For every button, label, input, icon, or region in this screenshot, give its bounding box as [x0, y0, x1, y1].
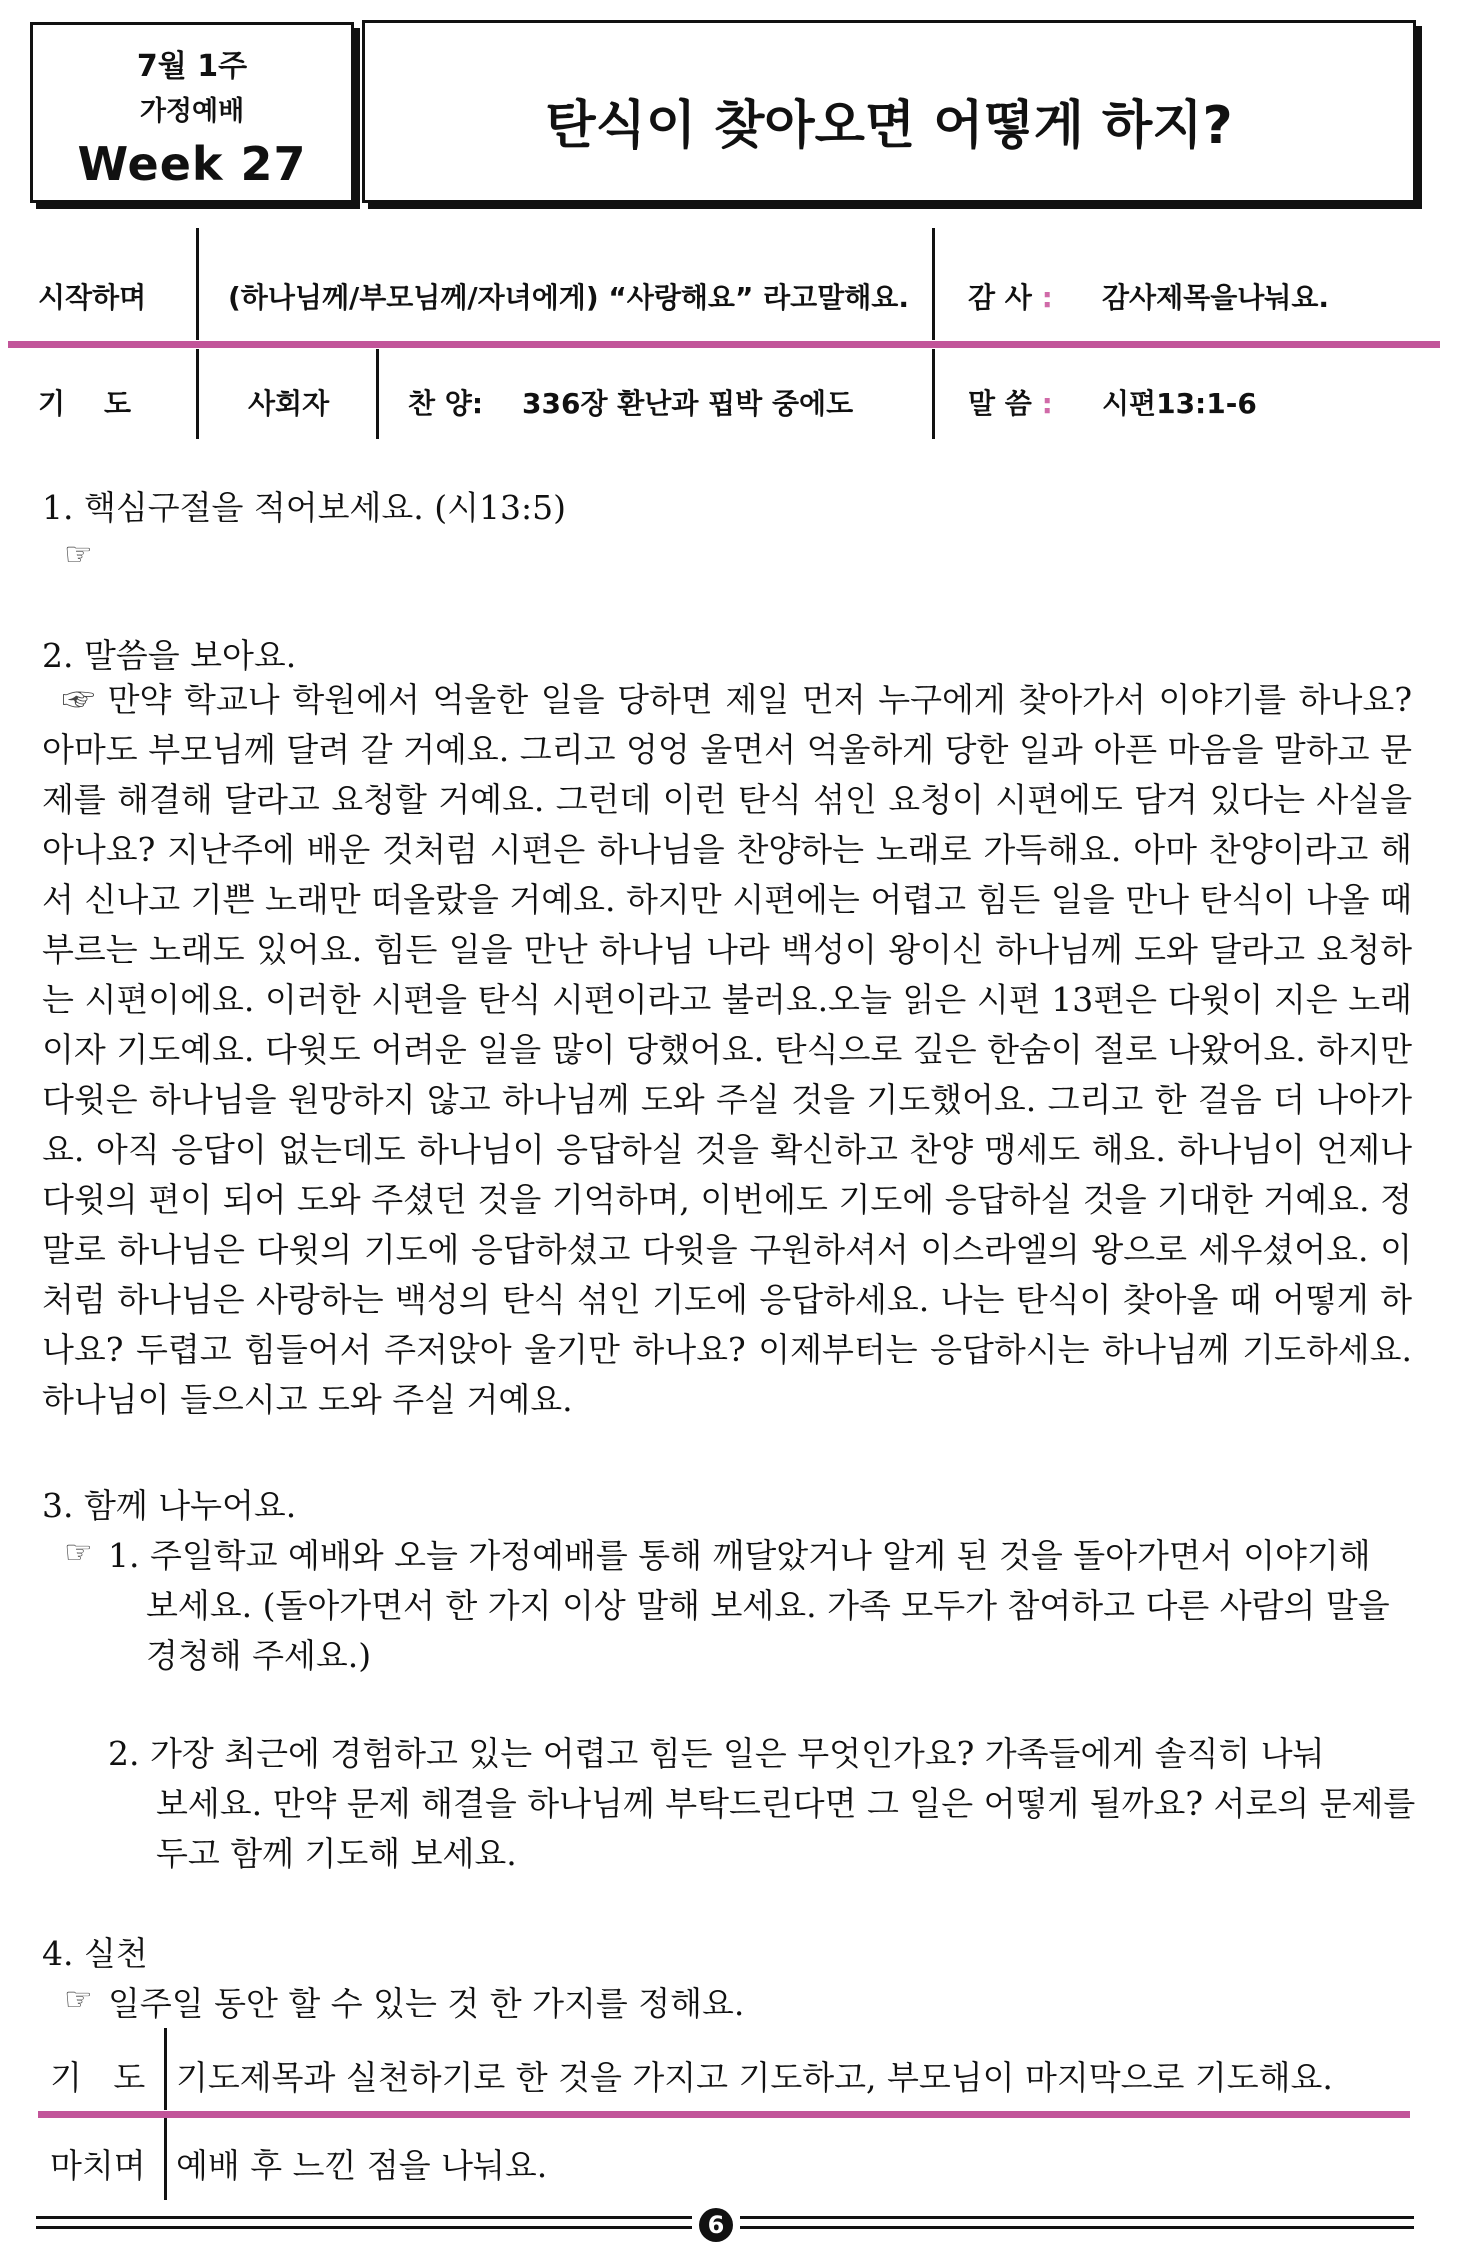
prayer-label: 기 도	[38, 387, 132, 420]
week-number: Week 27	[77, 137, 307, 191]
hymn-text: 336장 환난과 핍박 중에도	[522, 387, 854, 420]
accent-rule	[38, 2111, 1410, 2118]
divider	[196, 349, 199, 439]
section-3-heading: 3. 함께 나누어요.	[42, 1486, 297, 1525]
week-box	[30, 22, 354, 203]
footer-rule	[740, 2226, 1414, 2229]
leader-label: 사회자	[248, 387, 330, 420]
closing-end-text: 예배 후 느낀 점을 나눠요.	[176, 2146, 548, 2185]
thanks-text: 감사제목을나눠요.	[1102, 281, 1330, 314]
accent-rule	[8, 341, 1440, 348]
discussion-item-1: 1. 주일학교 예배와 오늘 가정예배를 통해 깨달았거나 알게 된 것을 돌아가면서 이야기해	[108, 1536, 1371, 1575]
closing-prayer-text: 기도제목과 실천하기로 한 것을 가지고 기도하고, 부모님이 마지막으로 기도해요.	[176, 2058, 1333, 2097]
pointer-icon: ☞	[64, 1980, 93, 2018]
divider	[164, 2118, 167, 2200]
section-4-heading: 4. 실천	[42, 1934, 148, 1973]
divider	[196, 228, 199, 340]
closing-end-label: 마치며	[50, 2146, 146, 2185]
page-number: 6	[699, 2208, 733, 2242]
divider	[164, 2028, 167, 2110]
word-text: 시편13:1-6	[1102, 387, 1257, 420]
discussion-item-2-cont: 보세요. 만약 문제 해결을 하나님께 부탁드린다면 그 일은 어떻게 될까요? 서로의 문제를	[156, 1784, 1416, 1823]
start-label: 시작하며	[38, 281, 147, 314]
practice-text: 일주일 동안 할 수 있는 것 한 가지를 정해요.	[108, 1984, 745, 2023]
discussion-item-2-cont: 두고 함께 기도해 보세요.	[156, 1834, 517, 1873]
thanks-label: 감 사 :	[968, 281, 1053, 314]
week-date: 7월 1주	[136, 49, 248, 84]
divider	[376, 349, 379, 439]
discussion-item-1-cont: 보세요. (돌아가면서 한 가지 이상 말해 보세요. 가족 모두가 참여하고 다른 사람의 말을	[146, 1586, 1390, 1625]
pointer-icon: ☞	[64, 1533, 93, 1571]
divider	[932, 228, 935, 340]
word-label: 말 씀 :	[968, 387, 1053, 420]
footer-rule	[740, 2216, 1414, 2219]
pointer-icon: ☞	[62, 680, 95, 719]
discussion-item-2: 2. 가장 최근에 경험하고 있는 어렵고 힘든 일은 무엇인가요? 가족들에게 솔직히 나눠	[108, 1734, 1325, 1773]
start-text: (하나님께/부모님께/자녀에게) “사랑해요” 라고말해요.	[228, 281, 909, 314]
scripture-reflection	[42, 675, 1412, 1425]
divider	[932, 349, 935, 439]
footer-rule	[36, 2216, 692, 2219]
reflection-text: 만약 학교나 학원에서 억울한 일을 당하면 제일 먼저 누구에게 찾아가서 이야기를 하나요? 아마도 부모님께 달려 갈 거예요. 그리고 엉엉 울면서 억울하게 당한 일과 아픈 마음을 말하고 문제를 해결해 달라고 요청할 거예요. 그런데 이런 탄식 섞인 요청이 시편에도 담겨 있다는 사실을 아나요? 지난주에 배운 것처럼 시편은 하나님을 찬양하는 노래로 가득해요. 아마 찬양이라고 해서 신나고 기쁜 노래만 떠올랐을 거예요. 하지만 시편에는 어렵고 힘든 일을 만나 탄식이 나올 때 부르는 노래도 있어요. 힘든 일을 만난 하나님 나라 백성이 왕이신 하나님께 도와 달라고 요청하는 시편이에요. 이러한 시편을 탄식 시편이라고 불러요.오늘 읽은 시편 13편은 다윗이 지은 노래이자 기도예요. 다윗도 어려운 일을 많이 당했어요. 탄식으로 깊은 한숨이 절로 나왔어요. 하지만 다윗은 하나님을 원망하지 않고 하나님께 도와 주실 것을 기도했어요. 그리고 한 걸음 더 나아가요. 아직 응답이 없는데도 하나님이 응답하실 것을 확신하고 찬양 맹세도 해요. 하나님이 언제나 다윗의 편이 되어 도와 주셨던 것을 기억하며, 이번에도 기도에 응답하실 것을 기대한 거예요. 정말로 하나님은 다윗의 기도에 응답하셨고 다윗을 구원하셔서 이스라엘의 왕으로 세우셨어요. 이처럼 하나님은 사랑하는 백성의 탄식 섞인 기도에 응답하세요. 나는 탄식이 찾아올 때 어떻게 하나요? 두렵고 힘들어서 주저앉아 울기만 하나요? 이제부터는 응답하시는 하나님께 기도하세요. 하나님이 들으시고 도와 주실 거예요.	[42, 680, 1413, 1419]
closing-prayer-label: 기 도	[50, 2058, 146, 2097]
hymn-label: 찬 양:	[408, 387, 484, 420]
pointer-icon: ☞	[64, 535, 93, 573]
category-label: 가정예배	[139, 96, 245, 127]
page-title: 탄식이 찾아오면 어떻게 하지?	[545, 96, 1233, 156]
title-box	[362, 20, 1416, 203]
section-2-heading: 2. 말씀을 보아요.	[42, 636, 297, 675]
discussion-item-1-cont: 경청해 주세요.)	[146, 1636, 372, 1675]
section-1-heading: 1. 핵심구절을 적어보세요. (시13:5)	[42, 488, 566, 527]
footer-rule	[36, 2226, 692, 2229]
